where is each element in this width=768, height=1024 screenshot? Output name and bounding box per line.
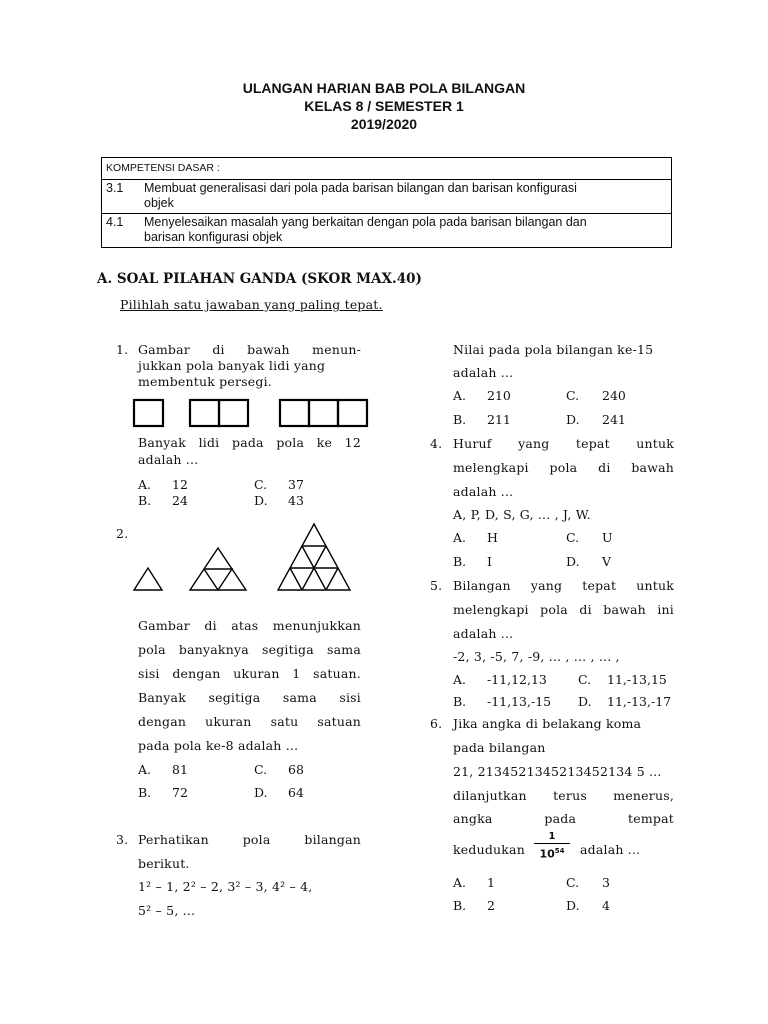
- q4-option-b-label: B.: [453, 554, 467, 569]
- q6-option-d[interactable]: 4: [602, 898, 610, 913]
- kompetensi-num: 4.1: [106, 215, 124, 229]
- q4-option-d-label: D.: [566, 554, 580, 569]
- kompetensi-text-cont: barisan konfigurasi objek: [144, 230, 283, 244]
- q5-option-d[interactable]: 11,-13,-17: [607, 694, 672, 709]
- q1-option-b[interactable]: 24: [172, 493, 188, 508]
- q2-option-b[interactable]: 72: [172, 785, 188, 800]
- q1-option-a-label: A.: [138, 477, 152, 492]
- q5-option-a[interactable]: -11,12,13: [487, 672, 547, 687]
- q6-position-tail: adalah ...: [580, 842, 641, 857]
- q3-number: 3.: [116, 832, 129, 847]
- q2-text: pada pola ke-8 adalah ...: [138, 738, 299, 753]
- pattern2-square: [219, 400, 248, 426]
- kompetensi-table: [101, 157, 672, 248]
- q4-option-c-label: C.: [566, 530, 580, 545]
- q6-text: Jika angka di belakang koma: [453, 716, 642, 731]
- q5-text: melengkapi pola di bawah ini: [453, 602, 674, 617]
- q3-option-b[interactable]: 211: [487, 412, 511, 427]
- q5-text: Bilangan yang tepat untuk: [453, 578, 674, 593]
- exam-year: 2019/2020: [350, 116, 418, 132]
- q2-option-c[interactable]: 68: [288, 762, 304, 777]
- q4-option-c[interactable]: U: [602, 530, 613, 545]
- q3-option-d-label: D.: [566, 412, 580, 427]
- q3-sequence: 1² – 1, 2² – 2, 3² – 3, 4² – 4,: [138, 879, 313, 894]
- q1-option-d[interactable]: 43: [288, 493, 304, 508]
- q4-number: 4.: [430, 436, 443, 451]
- q2-option-a[interactable]: 81: [172, 762, 188, 777]
- q4-pattern: A, P, D, S, G, ... , J, W.: [453, 507, 591, 522]
- q6-text: angka pada tempat: [453, 811, 674, 826]
- q1-option-c-label: C.: [254, 477, 268, 492]
- q1-text: jukkan pola banyak lidi yang: [138, 358, 326, 373]
- q2-text: Banyak segitiga sama sisi: [138, 690, 361, 705]
- q4-text: melengkapi pola di bawah: [453, 460, 674, 475]
- q6-option-a-label: A.: [453, 875, 467, 890]
- q6-option-b[interactable]: 2: [487, 898, 495, 913]
- q4-option-a[interactable]: H: [487, 530, 498, 545]
- q2-option-d[interactable]: 64: [288, 785, 304, 800]
- q5-option-b-label: B.: [453, 694, 467, 709]
- q1-question: adalah ...: [138, 452, 199, 467]
- pattern2-inner-lines: [204, 569, 232, 590]
- pattern1-triangle: [134, 568, 162, 590]
- q6-fraction-base: 10: [539, 847, 555, 861]
- q5-option-c[interactable]: 11,-13,15: [607, 672, 667, 687]
- q3-text: Perhatikan pola bilangan: [138, 832, 361, 847]
- q1-text: membentuk persegi.: [138, 374, 272, 389]
- kompetensi-text-cont: objek: [144, 196, 174, 210]
- q5-text: adalah ...: [453, 626, 514, 641]
- q4-option-b[interactable]: I: [487, 554, 492, 569]
- q6-fraction: [534, 831, 570, 862]
- q3-option-c-label: C.: [566, 388, 580, 403]
- section-instruction: Pilihlah satu jawaban yang paling tepat.: [120, 297, 383, 312]
- q6-option-c[interactable]: 3: [602, 875, 610, 890]
- q2-number: 2.: [116, 526, 129, 541]
- q6-number: 6.: [430, 716, 443, 731]
- pattern1-square: [134, 400, 163, 426]
- q6-number-value: 21, 2134521345213452134 5 ...: [453, 764, 662, 779]
- q3-option-d[interactable]: 241: [602, 412, 626, 427]
- q3-text: berikut.: [138, 856, 190, 871]
- q2-text: pola banyaknya segitiga sama: [138, 642, 361, 657]
- q1-option-b-label: B.: [138, 493, 152, 508]
- kompetensi-num: 3.1: [106, 181, 124, 195]
- q3-sequence: 5² – 5, ...: [138, 903, 196, 918]
- q3-option-a[interactable]: 210: [487, 388, 511, 403]
- q5-option-b[interactable]: -11,13,-15: [487, 694, 552, 709]
- q4-option-d[interactable]: V: [602, 554, 612, 569]
- q6-option-b-label: B.: [453, 898, 467, 913]
- q6-text: pada bilangan: [453, 740, 546, 755]
- q4-option-a-label: A.: [453, 530, 467, 545]
- exam-title: ULANGAN HARIAN BAB POLA BILANGAN: [242, 80, 526, 96]
- q1-number: 1.: [116, 342, 129, 357]
- kompetensi-text: Menyelesaikan masalah yang berkaitan dengan pola pada barisan bilangan dan: [144, 215, 587, 229]
- pattern3-triangle: [278, 524, 350, 590]
- q2-text: dengan ukuran satu satuan: [138, 714, 361, 729]
- q5-pattern: -2, 3, -5, 7, -9, ... , ... , ... ,: [453, 649, 620, 664]
- exam-class: KELAS 8 / SEMESTER 1: [304, 98, 464, 114]
- section-title: A. SOAL PILAHAN GANDA (SKOR MAX.40): [97, 271, 422, 287]
- q6-fraction-exponent: 54: [554, 847, 565, 855]
- q6-option-c-label: C.: [566, 875, 580, 890]
- pattern3-square: [309, 400, 338, 426]
- pattern3-square: [338, 400, 367, 426]
- q2-option-a-label: A.: [138, 762, 152, 777]
- q1-option-a[interactable]: 12: [172, 477, 188, 492]
- q6-text: dilanjutkan terus menerus,: [453, 788, 674, 803]
- pattern2-square: [190, 400, 219, 426]
- q1-option-d-label: D.: [254, 493, 268, 508]
- pattern3-square: [280, 400, 309, 426]
- q2-text: sisi dengan ukuran 1 satuan.: [138, 666, 361, 681]
- kompetensi-heading: KOMPETENSI DASAR :: [102, 158, 672, 180]
- q2-option-d-label: D.: [254, 785, 268, 800]
- q6-fraction-denominator: [534, 844, 570, 862]
- q3-question: Nilai pada pola bilangan ke-15: [453, 342, 654, 357]
- q6-fraction-numerator: 1: [534, 831, 570, 844]
- kompetensi-text: Membuat generalisasi dari pola pada barisan bilangan dan barisan konfigurasi: [144, 181, 577, 195]
- q5-number: 5.: [430, 578, 443, 593]
- q3-option-c[interactable]: 240: [602, 388, 626, 403]
- q3-option-b-label: B.: [453, 412, 467, 427]
- q5-option-a-label: A.: [453, 672, 467, 687]
- q5-option-d-label: D.: [578, 694, 592, 709]
- triangle-pattern-figure: [128, 520, 368, 596]
- q4-text: adalah ...: [453, 484, 514, 499]
- q3-question: adalah ...: [453, 365, 514, 380]
- q2-option-b-label: B.: [138, 785, 152, 800]
- matchstick-squares-figure: [130, 397, 375, 429]
- q6-option-d-label: D.: [566, 898, 580, 913]
- q2-option-c-label: C.: [254, 762, 268, 777]
- kompetensi-row: [102, 180, 672, 214]
- q1-question: Banyak lidi pada pola ke 12: [138, 435, 361, 450]
- kompetensi-row: [102, 214, 672, 248]
- q4-text: Huruf yang tepat untuk: [453, 436, 674, 451]
- q1-text: Gambar di bawah menun-: [138, 342, 361, 357]
- q2-text: Gambar di atas menunjukkan: [138, 618, 361, 633]
- q6-option-a[interactable]: 1: [487, 875, 495, 890]
- q6-position-label: kedudukan: [453, 842, 525, 857]
- q3-option-a-label: A.: [453, 388, 467, 403]
- q5-option-c-label: C.: [578, 672, 592, 687]
- q1-option-c[interactable]: 37: [288, 477, 304, 492]
